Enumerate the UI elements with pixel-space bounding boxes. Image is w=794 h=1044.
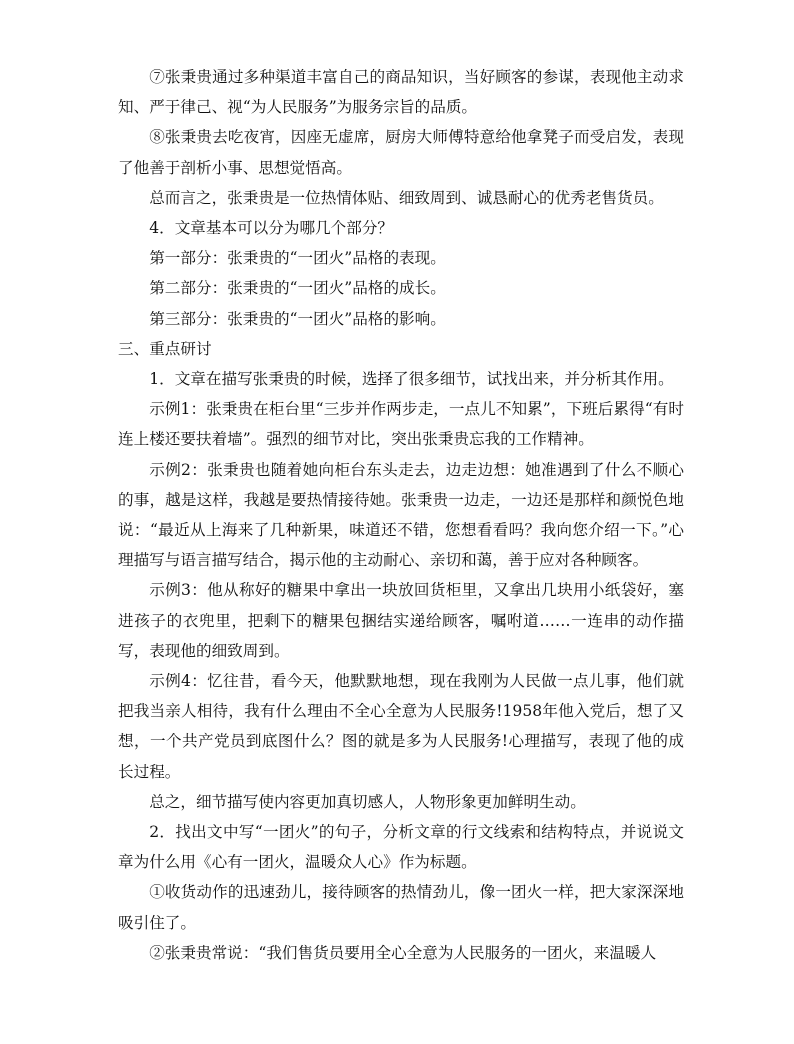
answer-item-2: ②张秉贵常说：“我们售货员要用全心全意为人民服务的一团火，来温暖人: [149, 943, 657, 962]
part-two: 第二部分：张秉贵的“一团火”品格的成长。: [149, 279, 446, 298]
question-2: 2．找出文中写“一团火”的句子，分析文章的行文线索和结构特点，并说说文章为什么用《心有一团火，温暖众人心》作为标题。: [118, 823, 684, 872]
paragraph-2: ⑧张秉贵去吃夜宵，因座无虚席，厨房大师傅特意给他拿凳子而受启发，表现了他善于剖析小事、思想觉悟高。: [118, 128, 684, 177]
example-4: 示例4：忆往昔，看今天，他默默地想，现在我刚为人民做一点儿事，他们就把我当亲人相待，我有什么理由不全心全意为人民服务!1958年他入党后，想了又想，一个共产党员到底图什么？图的就是多为人民服务!心理描写，表现了他的成长过程。: [118, 672, 684, 781]
question-4: 4．文章基本可以分为哪几个部分？: [149, 219, 394, 238]
summary: 总之，细节描写使内容更加真切感人，人物形象更加鲜明生动。: [149, 792, 586, 811]
example-1: 示例1：张秉贵在柜台里“三步并作两步走，一点儿不知累”，下班后累得“有时连上楼还要扶着墙”。强烈的细节对比，突出张秉贵忘我的工作精神。: [118, 400, 684, 449]
document-page: [118, 62, 684, 968]
example-2: 示例2：张秉贵也随着她向柜台东头走去，边走边想：她准遇到了什么不顺心的事，越是这样，我越是要热情接待她。张秉贵一边走，一边还是那样和颜悦色地说：“最近从上海来了几种新果，味道还不错，您想看看吗？我向您介绍一下。”心理描写与语言描写结合，揭示他的主动耐心、亲切和蔼，善于应对各种顾客。: [118, 460, 684, 570]
part-three: 第三部分：张秉贵的“一团火”品格的影响。: [149, 309, 446, 328]
part-one: 第一部分：张秉贵的“一团火”品格的表现。: [149, 249, 446, 268]
example-3: 示例3：他从称好的糖果中拿出一块放回货柜里，又拿出几块用小纸袋好，塞进孩子的衣兜里，把剩下的糖果包捆结实递给顾客，嘱咐道……一连串的动作描写，表现他的细致周到。: [118, 581, 684, 660]
question-1: 1．文章在描写张秉贵的时候，选择了很多细节，试找出来，并分析其作用。: [149, 370, 674, 389]
answer-item-1: ①收货动作的迅速劲儿，接待顾客的热情劲儿，像一团火一样，把大家深深地吸引住了。: [118, 883, 684, 932]
section-heading: 三、重点研讨: [118, 339, 212, 358]
paragraph-3: 总而言之，张秉贵是一位热情体贴、细致周到、诚恳耐心的优秀老售货员。: [149, 188, 664, 207]
paragraph-1: ⑦张秉贵通过多种渠道丰富自己的商品知识，当好顾客的参谋，表现他主动求知、严于律己、视“为人民服务”为服务宗旨的品质。: [118, 68, 684, 117]
